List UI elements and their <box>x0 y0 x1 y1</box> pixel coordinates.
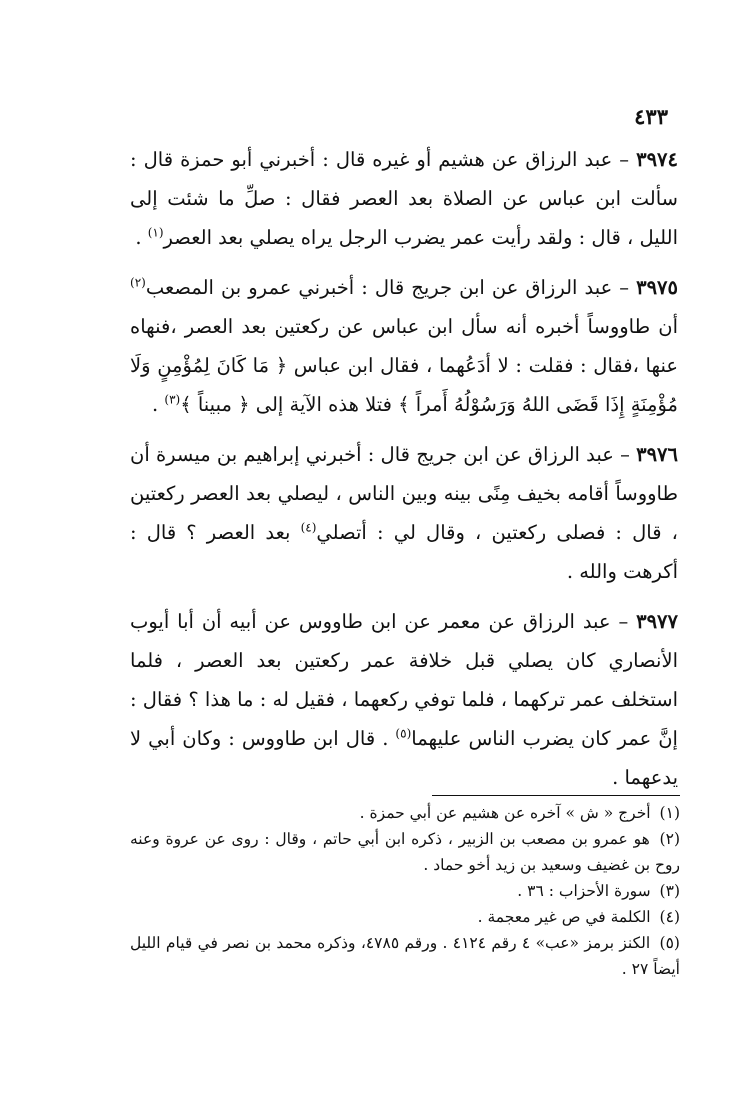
footnote-ref: (٣) <box>164 392 181 407</box>
footnote <box>130 800 682 826</box>
hadith-paragraph <box>130 140 678 257</box>
hadith-number: ٣٩٧٦ <box>636 443 678 466</box>
hadith-paragraph <box>130 602 678 797</box>
hadith-text: – عبد الرزاق عن ابن جريج قال : أخبرني إبراهيم بن ميسرة أن طاووساً أقامه بخيف مِنًى بينه وبين الناس ، ليصلي بعد العصر ركعتين ، قال : فصلى ركعتين ، وقال لي : أتصلي <box>130 443 678 544</box>
footnote-number: (١) <box>659 804 680 822</box>
footnote-ref: (١) <box>147 225 164 240</box>
footnote-separator <box>432 795 680 796</box>
footnote-number: (٣) <box>659 882 680 900</box>
hadith-paragraph <box>130 268 678 424</box>
footnote <box>130 930 682 982</box>
page-number: ٤٣٣ <box>634 104 668 129</box>
hadith-text: – عبد الرزاق عن معمر عن ابن طاووس عن أبيه أن أبا أيوب الأنصاري كان يصلي قبل خلافة عمر ركعتين بعد العصر ، فلما استخلف عمر تركهما ، فلما توفي ركعهما ، فقيل له : ما هذا ؟ فقال : إنَّ عمر كان يضرب الناس عليهما <box>130 610 678 750</box>
footnote-text: الكلمة في ص غير معجمة . <box>477 908 651 926</box>
footnote <box>130 878 682 904</box>
hadith-text-tail: أن طاووساً أخبره أنه سأل ابن عباس عن ركعتين بعد العصر ،فنهاه عنها ،فقال : فقلت : لا أدَعُهما ، فقال ابن عباس ﴿ مَا كَانَ لِمُؤْمِنٍ وَلَا مُؤْمِنَةٍ إِذَا قَضَى اللهُ وَرَسُوْلُهُ أَمراً ﴾ فتلا هذه الآية إلى ﴿ مبيناً ﴾ <box>130 315 678 416</box>
hadith-number: ٣٩٧٥ <box>636 276 678 299</box>
footnote-ref: (٤) <box>300 520 317 535</box>
footnote <box>130 904 682 930</box>
footnote-number: (٤) <box>659 908 680 926</box>
footnote-number: (٥) <box>659 934 680 952</box>
footnote-number: (٢) <box>659 830 680 848</box>
footnote-text: سورة الأحزاب : ٣٦ . <box>517 882 651 900</box>
footnote-text: هو عمرو بن مصعب بن الزبير ، ذكره ابن أبي حاتم ، وقال : روى عن عروة وعنه روح بن غضيف وسعيد بن زيد أخو حماد . <box>130 830 680 874</box>
hadith-text: – عبد الرزاق عن ابن جريج قال : أخبرني عمرو بن المصعب <box>145 276 630 299</box>
footnote-ref: (٥) <box>395 726 412 741</box>
hadith-number: ٣٩٧٧ <box>636 610 678 633</box>
hadith-number: ٣٩٧٤ <box>636 148 678 171</box>
footnote-text: الكنز برمز «عب» ٤ رقم ٤١٢٤ . ورقم ٤٧٨٥، وذكره محمد بن نصر في قيام الليل أيضاً ٢٧ . <box>130 934 680 978</box>
hadith-text-tail: . قال ابن طاووس : وكان أبي لا يدعهما . <box>130 727 678 789</box>
footnote <box>130 826 682 878</box>
hadith-paragraph <box>130 435 678 591</box>
footnote-ref: (٢) <box>130 275 146 290</box>
hadith-text-end: . <box>152 393 165 416</box>
footnote-text: أخرج « ش » آخره عن هشيم عن أبي حمزة . <box>359 804 651 822</box>
hadith-text-tail: . <box>135 226 148 249</box>
main-text <box>130 140 678 797</box>
hadith-text-tail: بعد العصر ؟ قال : أكرهت والله . <box>130 521 678 583</box>
hadith-text: – عبد الرزاق عن هشيم أو غيره قال : أخبرني أبو حمزة قال : سألت ابن عباس عن الصلاة بعد العصر فقال : صلِّ ما شئت إلى الليل ، قال : ولقد رأيت عمر يضرب الرجل يراه يصلي بعد العصر <box>130 148 678 249</box>
footnotes <box>130 800 682 982</box>
